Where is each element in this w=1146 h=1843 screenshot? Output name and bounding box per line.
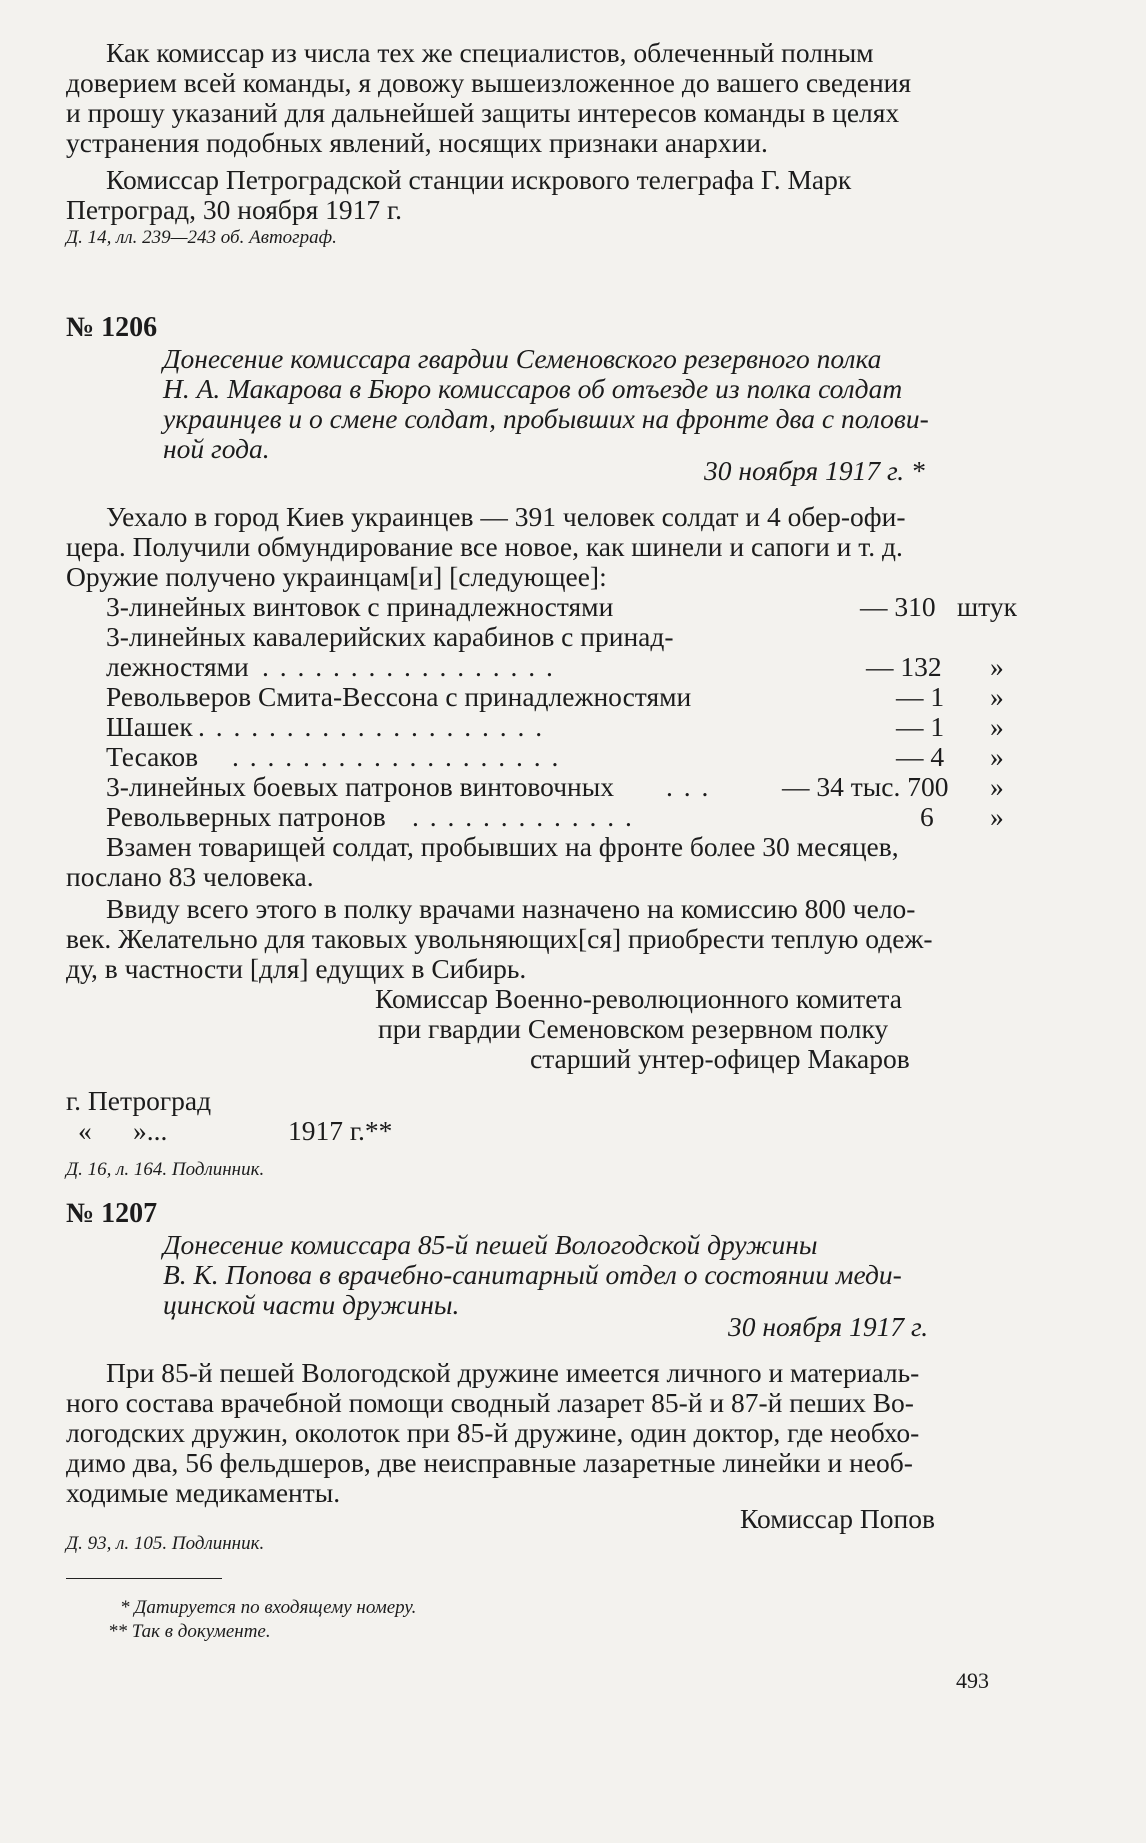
item-qty: — 132 — [866, 651, 942, 682]
item-qty: — 310 — [860, 591, 936, 622]
item-unit: » — [990, 651, 1004, 682]
item-unit: » — [990, 801, 1004, 832]
page-number: 493 — [956, 1668, 989, 1693]
doc-1206-signature-3: старший унтер-офицер Макаров — [530, 1043, 910, 1074]
doc-1207-signature: Комиссар Попов — [740, 1503, 935, 1534]
item-qty: — 34 тыс. 700 — [782, 771, 949, 802]
item-unit: » — [990, 771, 1004, 802]
top-line-1: Как комиссар из числа тех же специалистов, облеченный полным — [106, 37, 874, 68]
doc-1206-year: 1917 г.** — [288, 1115, 393, 1146]
item-label: лежностями — [106, 651, 249, 682]
doc-1206-body-3: Оружие получено украинцам[и] [следующее]: — [66, 561, 607, 592]
item-label: Револьверных патронов — [106, 801, 386, 832]
top-line-3: и прошу указаний для дальнейшей защиты интересов команды в целях — [66, 97, 900, 128]
item-label: 3-линейных винтовок с принадлежностями — [106, 591, 614, 622]
doc-1207-heading-3: цинской части дружины. — [163, 1289, 460, 1320]
item-unit: » — [990, 681, 1004, 712]
item-dots: . . . . . . . . . . . . . . . . . — [262, 651, 555, 682]
doc-1206-body2-2: послано 83 человека. — [66, 861, 314, 892]
item-label: 3-линейных боевых патронов винтовочных — [106, 771, 614, 802]
doc-1207-body-5: ходимые медикаменты. — [66, 1477, 341, 1508]
top-signature-1: Комиссар Петроградской станции искрового телеграфа Г. Марк — [106, 164, 852, 195]
item-dots: . . . — [666, 771, 711, 802]
doc-1206-body2-5: ду, в частности [для] едущих в Сибирь. — [66, 953, 527, 984]
item-qty: — 1 — [896, 711, 945, 742]
doc-1207-body-2: ного состава врачебной помощи сводный лазарет 85-й и 87-й пеших Во- — [66, 1387, 914, 1418]
doc-1206-source: Д. 16, л. 164. Подлинник. — [66, 1159, 265, 1180]
doc-1206-date: 30 ноября 1917 г. * — [704, 455, 925, 486]
doc-1207-body-1: При 85-й пешей Вологодской дружине имеется личного и материаль- — [106, 1357, 920, 1388]
item-qty: 6 — [920, 801, 934, 832]
doc-1206-heading-4: ной года. — [163, 433, 270, 464]
doc-1206-heading-3: украинцев и о смене солдат, пробывших на фронте два с полови- — [163, 403, 929, 434]
doc-1206-signature-2: при гвардии Семеновском резервном полку — [378, 1013, 889, 1044]
footnote-2: ** Так в документе. — [108, 1621, 271, 1642]
doc-1206-body2-1: Взамен товарищей солдат, пробывших на фронте более 30 месяцев, — [106, 831, 899, 862]
doc-1207-body-3: логодских дружин, околоток при 85-й дружине, один доктор, где необхо- — [66, 1417, 920, 1448]
item-label: Шашек — [106, 711, 193, 742]
doc-1207-source: Д. 93, л. 105. Подлинник. — [66, 1533, 265, 1554]
item-qty: — 1 — [896, 681, 945, 712]
doc-1207-heading-1: Донесение комиссара 85-й пешей Вологодской дружины — [163, 1229, 818, 1260]
top-line-2: доверием всей команды, я довожу вышеизложенное до вашего сведения — [66, 67, 912, 98]
doc-1206-heading-1: Донесение комиссара гвардии Семеновского резервного полка — [163, 343, 882, 374]
footnote-1: * Датируется по входящему номеру. — [120, 1597, 417, 1618]
item-label: 3-линейных кавалерийских карабинов с принад- — [106, 621, 674, 652]
doc-1206-place: г. Петроград — [66, 1085, 212, 1116]
doc-1206-body-1: Уехало в город Киев украинцев — 391 человек солдат и 4 обер-офи- — [106, 501, 906, 532]
item-label: Тесаков — [106, 741, 199, 772]
item-dots: . . . . . . . . . . . . . . . . . . . . — [198, 711, 545, 742]
top-source: Д. 14, лл. 239—243 об. Автограф. — [66, 227, 337, 248]
doc-1206-number: № 1206 — [66, 312, 158, 343]
footnote-rule — [66, 1578, 222, 1579]
doc-1206-date-blank: « »... — [78, 1115, 168, 1146]
item-dots: . . . . . . . . . . . . . — [412, 801, 634, 832]
doc-1206-signature-1: Комиссар Военно-революционного комитета — [375, 983, 902, 1014]
item-unit: » — [990, 711, 1004, 742]
item-qty: — 4 — [896, 741, 945, 772]
doc-1206-body2-4: век. Желательно для таковых увольняющих[ся] приобрести теплую одеж- — [66, 923, 933, 954]
doc-1207-number: № 1207 — [66, 1198, 158, 1229]
item-label: Револьверов Смита-Вессона с принадлежностями — [106, 681, 692, 712]
item-unit: » — [990, 741, 1004, 772]
doc-1206-body-2: цера. Получили обмундирование все новое, как шинели и сапоги и т. д. — [66, 531, 903, 562]
top-line-4: устранения подобных явлений, носящих признаки анархии. — [66, 127, 768, 158]
doc-1207-date: 30 ноября 1917 г. — [728, 1311, 929, 1342]
top-signature-2: Петроград, 30 ноября 1917 г. — [66, 194, 403, 225]
item-dots: . . . . . . . . . . . . . . . . . . . — [232, 741, 561, 772]
item-unit: штук — [957, 591, 1017, 622]
doc-1207-body-4: димо два, 56 фельдшеров, две неисправные лазаретные линейки и необ- — [66, 1447, 913, 1478]
doc-1207-heading-2: В. К. Попова в врачебно-санитарный отдел о состоянии меди- — [163, 1259, 902, 1290]
doc-1206-heading-2: Н. А. Макарова в Бюро комиссаров об отъезде из полка солдат — [163, 373, 903, 404]
doc-1206-body2-3: Ввиду всего этого в полку врачами назначено на комиссию 800 чело- — [106, 893, 916, 924]
